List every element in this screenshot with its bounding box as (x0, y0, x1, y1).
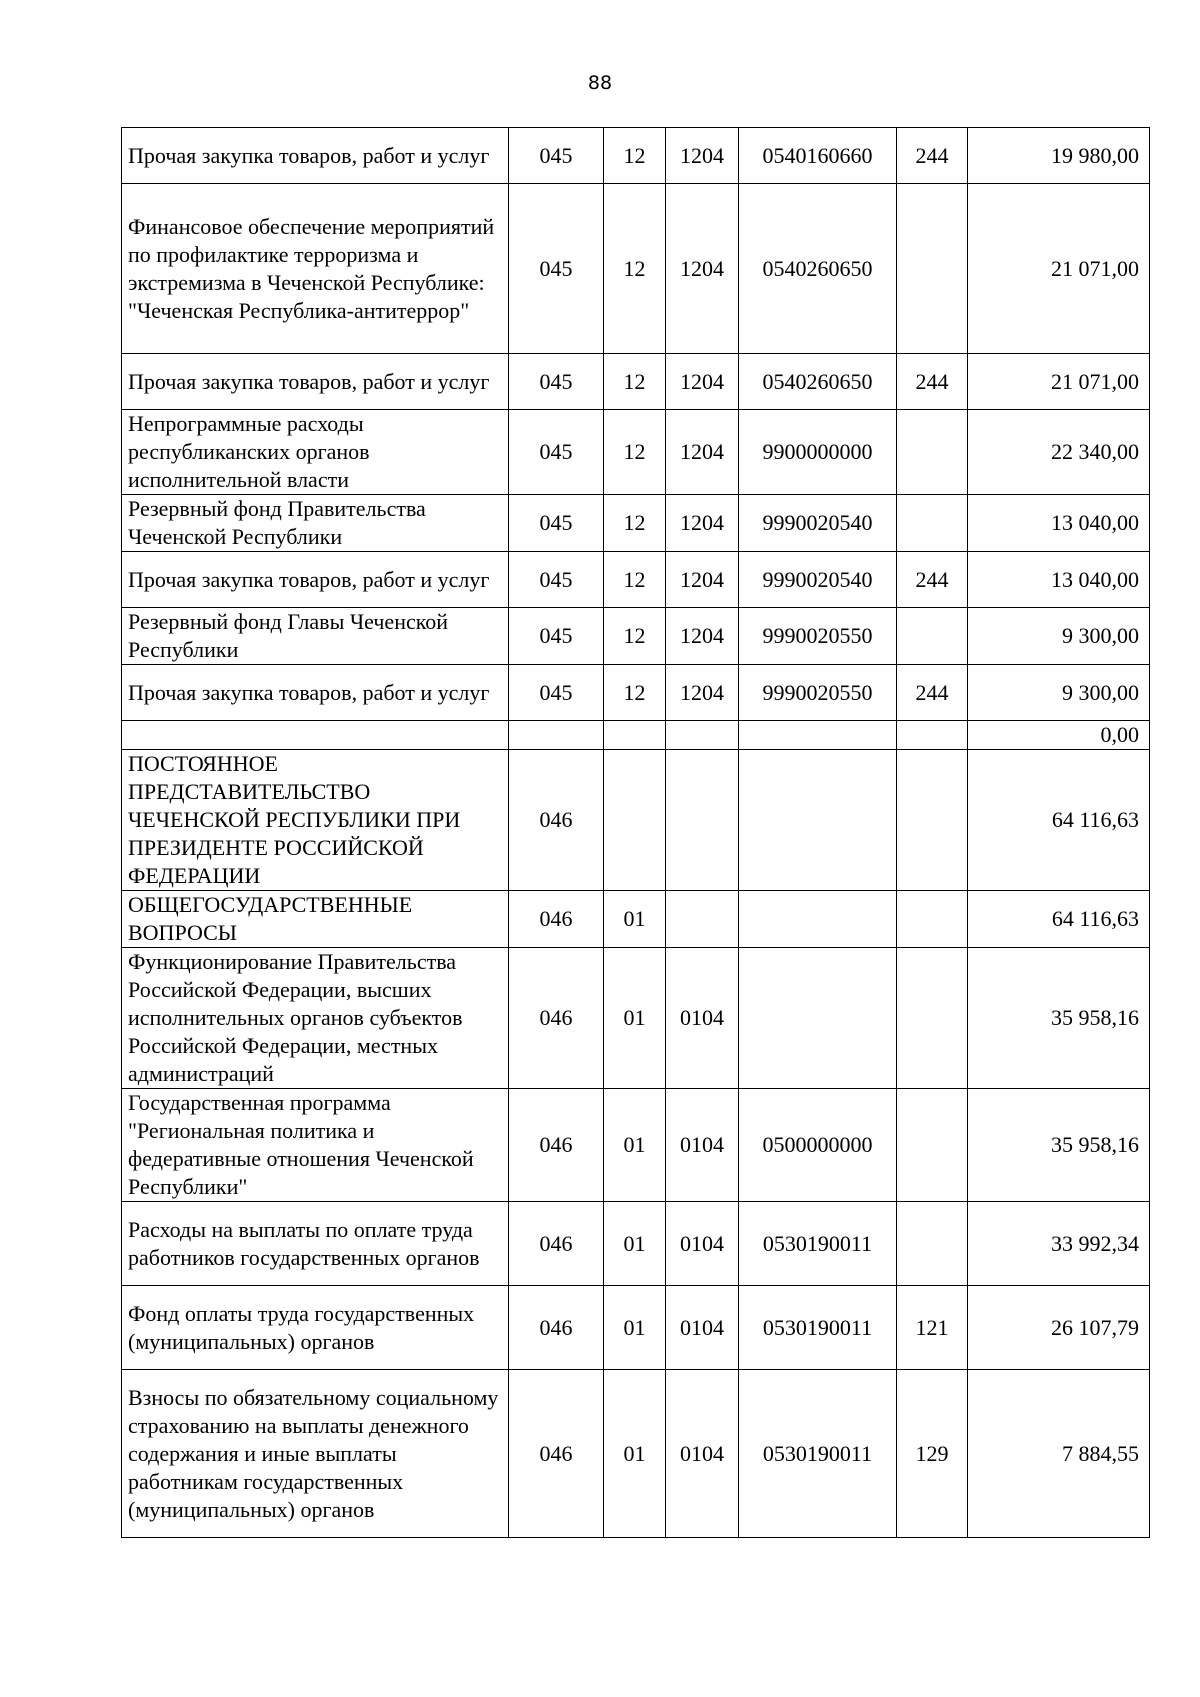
ministry-code: 045 (509, 552, 604, 608)
table-row (122, 495, 1150, 552)
expense-type-code (897, 891, 968, 948)
budget-item-name (122, 721, 509, 750)
ministry-code: 045 (509, 354, 604, 410)
table-row (122, 721, 1150, 750)
amount: 22 340,00 (968, 410, 1150, 495)
budget-item-name: Взносы по обязательному социальному страхованию на выплаты денежного содержания и иные выплаты работникам государственных (муниципальных) органов (122, 1370, 509, 1538)
ministry-code: 046 (509, 948, 604, 1089)
amount: 64 116,63 (968, 750, 1150, 891)
subsection-code: 1204 (666, 608, 739, 665)
amount: 7 884,55 (968, 1370, 1150, 1538)
target-article-code: 0540160660 (739, 128, 897, 184)
expense-type-code: 129 (897, 1370, 968, 1538)
subsection-code: 1204 (666, 184, 739, 354)
ministry-code: 046 (509, 1370, 604, 1538)
ministry-code: 046 (509, 891, 604, 948)
expense-type-code (897, 608, 968, 665)
section-code: 12 (604, 410, 666, 495)
target-article-code: 0530190011 (739, 1202, 897, 1286)
expense-type-code (897, 948, 968, 1089)
amount: 35 958,16 (968, 1089, 1150, 1202)
target-article-code: 9990020540 (739, 495, 897, 552)
table-row (122, 1202, 1150, 1286)
target-article-code: 9990020540 (739, 552, 897, 608)
table-row (122, 948, 1150, 1089)
target-article-code: 0530190011 (739, 1370, 897, 1538)
table-row (122, 608, 1150, 665)
budget-item-name: Непрограммные расходы республиканских органов исполнительной власти (122, 410, 509, 495)
ministry-code: 045 (509, 495, 604, 552)
table-row (122, 1089, 1150, 1202)
expense-type-code (897, 184, 968, 354)
budget-item-name: Функционирование Правительства Российской Федерации, высших исполнительных органов субъектов Российской Федерации, местных администраций (122, 948, 509, 1089)
amount: 19 980,00 (968, 128, 1150, 184)
target-article-code (739, 891, 897, 948)
section-code: 12 (604, 128, 666, 184)
table-row (122, 665, 1150, 721)
budget-item-name: Фонд оплаты труда государственных (муниципальных) органов (122, 1286, 509, 1370)
section-code: 12 (604, 184, 666, 354)
table-row (122, 891, 1150, 948)
ministry-code: 045 (509, 128, 604, 184)
ministry-code (509, 721, 604, 750)
section-code: 01 (604, 1370, 666, 1538)
budget-item-name: Государственная программа "Региональная политика и федеративные отношения Чеченской Республики" (122, 1089, 509, 1202)
target-article-code (739, 750, 897, 891)
target-article-code (739, 721, 897, 750)
amount: 64 116,63 (968, 891, 1150, 948)
budget-item-name: Прочая закупка товаров, работ и услуг (122, 665, 509, 721)
expense-type-code: 244 (897, 665, 968, 721)
ministry-code: 046 (509, 750, 604, 891)
amount: 26 107,79 (968, 1286, 1150, 1370)
table-row (122, 128, 1150, 184)
expense-type-code (897, 495, 968, 552)
section-code: 12 (604, 354, 666, 410)
table-row (122, 184, 1150, 354)
section-code (604, 750, 666, 891)
subsection-code: 1204 (666, 410, 739, 495)
expense-type-code (897, 1202, 968, 1286)
section-code: 12 (604, 552, 666, 608)
ministry-code: 046 (509, 1202, 604, 1286)
section-code: 12 (604, 608, 666, 665)
amount: 21 071,00 (968, 184, 1150, 354)
target-article-code: 9990020550 (739, 665, 897, 721)
budget-table (121, 127, 1150, 1538)
section-code (604, 721, 666, 750)
subsection-code: 0104 (666, 1089, 739, 1202)
subsection-code (666, 721, 739, 750)
section-code: 01 (604, 891, 666, 948)
expense-type-code (897, 721, 968, 750)
expense-type-code: 244 (897, 354, 968, 410)
table-row (122, 750, 1150, 891)
section-code: 01 (604, 948, 666, 1089)
expense-type-code: 244 (897, 128, 968, 184)
amount: 13 040,00 (968, 552, 1150, 608)
amount: 9 300,00 (968, 608, 1150, 665)
amount: 21 071,00 (968, 354, 1150, 410)
budget-item-name: Финансовое обеспечение мероприятий по профилактике терроризма и экстремизма в Чеченской Республике: "Чеченская Республика-антитеррор" (122, 184, 509, 354)
section-code: 01 (604, 1202, 666, 1286)
ministry-code: 046 (509, 1286, 604, 1370)
target-article-code: 9990020550 (739, 608, 897, 665)
subsection-code: 1204 (666, 552, 739, 608)
expense-type-code: 244 (897, 552, 968, 608)
table-row (122, 410, 1150, 495)
ministry-code: 045 (509, 665, 604, 721)
table-row (122, 552, 1150, 608)
section-code: 01 (604, 1286, 666, 1370)
section-code: 01 (604, 1089, 666, 1202)
amount: 33 992,34 (968, 1202, 1150, 1286)
subsection-code: 0104 (666, 1202, 739, 1286)
budget-item-name: Прочая закупка товаров, работ и услуг (122, 552, 509, 608)
subsection-code: 0104 (666, 1370, 739, 1538)
expense-type-code (897, 1089, 968, 1202)
target-article-code: 9900000000 (739, 410, 897, 495)
section-code: 12 (604, 495, 666, 552)
section-code: 12 (604, 665, 666, 721)
ministry-code: 045 (509, 410, 604, 495)
amount: 13 040,00 (968, 495, 1150, 552)
table-row (122, 354, 1150, 410)
table-row (122, 1370, 1150, 1538)
budget-item-name: Резервный фонд Правительства Чеченской Республики (122, 495, 509, 552)
subsection-code: 0104 (666, 948, 739, 1089)
subsection-code: 1204 (666, 354, 739, 410)
ministry-code: 045 (509, 608, 604, 665)
expense-type-code (897, 410, 968, 495)
subsection-code: 1204 (666, 495, 739, 552)
ministry-code: 045 (509, 184, 604, 354)
expense-type-code (897, 750, 968, 891)
target-article-code: 0540260650 (739, 184, 897, 354)
subsection-code: 1204 (666, 128, 739, 184)
amount: 0,00 (968, 721, 1150, 750)
target-article-code: 0500000000 (739, 1089, 897, 1202)
target-article-code (739, 948, 897, 1089)
subsection-code: 0104 (666, 1286, 739, 1370)
amount: 35 958,16 (968, 948, 1150, 1089)
table-row (122, 1286, 1150, 1370)
subsection-code: 1204 (666, 665, 739, 721)
page-number: 88 (587, 72, 613, 94)
budget-item-name: Прочая закупка товаров, работ и услуг (122, 128, 509, 184)
budget-item-name: Расходы на выплаты по оплате труда работников государственных органов (122, 1202, 509, 1286)
subsection-code (666, 750, 739, 891)
amount: 9 300,00 (968, 665, 1150, 721)
budget-item-name: ПОСТОЯННОЕ ПРЕДСТАВИТЕЛЬСТВО ЧЕЧЕНСКОЙ РЕСПУБЛИКИ ПРИ ПРЕЗИДЕНТЕ РОССИЙСКОЙ ФЕДЕРАЦИИ (122, 750, 509, 891)
expense-type-code: 121 (897, 1286, 968, 1370)
ministry-code: 046 (509, 1089, 604, 1202)
budget-item-name: Прочая закупка товаров, работ и услуг (122, 354, 509, 410)
target-article-code: 0530190011 (739, 1286, 897, 1370)
budget-item-name: Резервный фонд Главы Чеченской Республики (122, 608, 509, 665)
subsection-code (666, 891, 739, 948)
budget-item-name: ОБЩЕГОСУДАРСТВЕННЫЕ ВОПРОСЫ (122, 891, 509, 948)
target-article-code: 0540260650 (739, 354, 897, 410)
